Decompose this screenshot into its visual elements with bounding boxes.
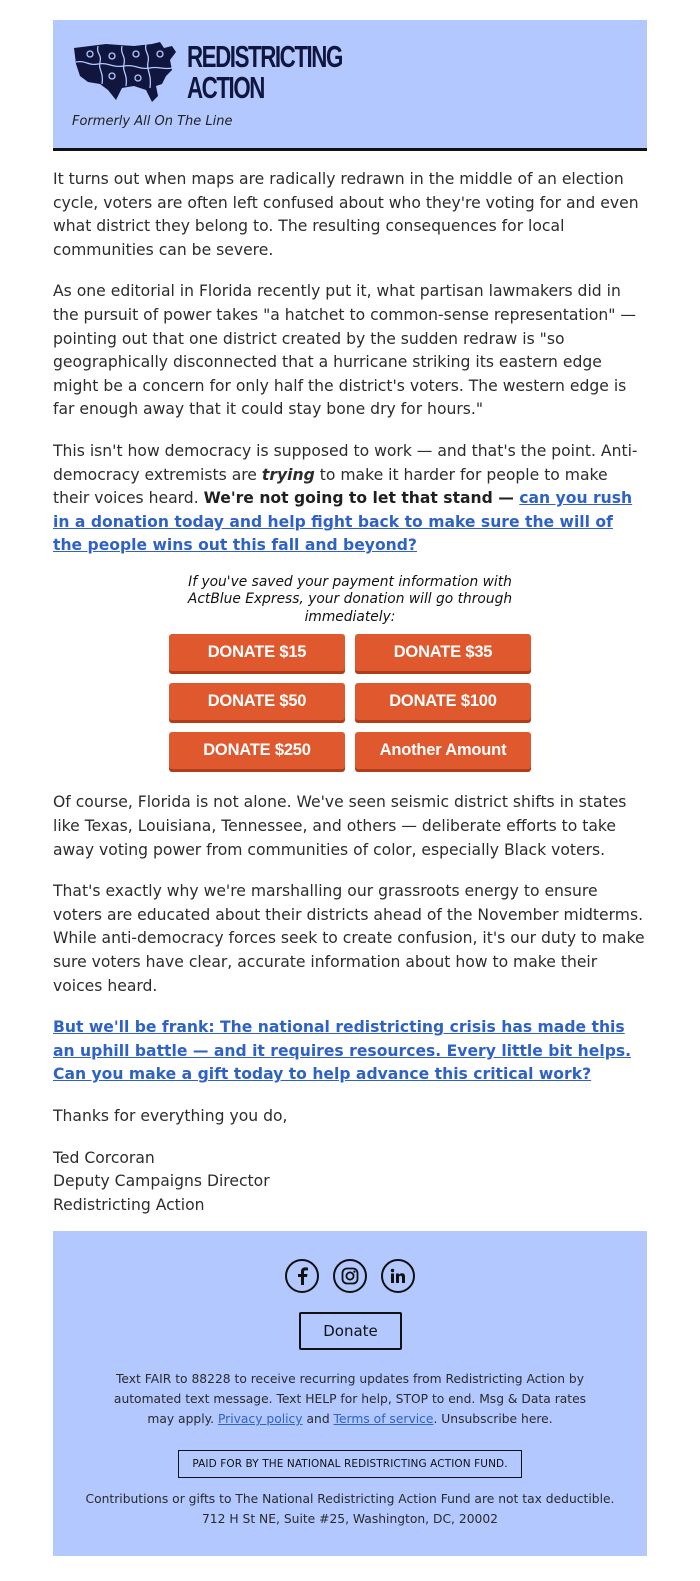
sms-disclaimer [103,1369,597,1429]
paragraph-3-text-a: This isn't how democracy is supposed to work — and that's the point. Anti-democracy extremists are [53,441,638,484]
thanks-line: Thanks for everything you do, [53,1106,288,1125]
donate-15-button[interactable]: DONATE $15 [169,634,345,671]
footer-donate-button[interactable]: Donate [299,1312,402,1350]
paragraph-3-bold: We're not going to let that stand — [203,489,520,508]
privacy-policy-link[interactable]: Privacy policy [217,1412,303,1427]
sms-disclaimer-text: Text FAIR to 88228 to receive recurring updates from Redistricting Action by automated text message. Text HELP for help, STOP to end. Msg & Data rates may apply. [113,1372,587,1427]
donate-250-button[interactable]: DONATE $250 [169,732,345,769]
facebook-icon[interactable] [285,1259,319,1293]
paragraph-6 [53,1016,647,1087]
logo-line-1: REDISTRICTING [187,39,342,74]
paragraph-2: As one editorial in Florida recently put it, what partisan lawmakers did in the pursuit of power takes "a hatchet to common-sense representation" — pointing out that one district created by the sudden redraw is "so geographically disconnected that a hurricane striking its eastern edge might be a concern for only half the district's voters. The western edge is far enough away that it could stay bone dry for hours." [53,282,636,419]
logo-line-2: ACTION [187,70,264,105]
paid-for-by-box: PAID FOR BY THE NATIONAL REDISTRICTING ACTION FUND. [178,1450,522,1478]
signature-block [53,1147,647,1218]
and-text: and [302,1412,334,1427]
paragraph-3-emphasis: trying [261,465,315,484]
email-container [53,0,647,1556]
paragraph-3 [53,440,647,558]
paragraph-5: That's exactly why we're marshalling our grassroots energy to ensure voters are educated about their districts ahead of the November midterms. While anti-democracy forces seek to create confusion, it's our duty to make sure voters have clear, accurate information about how to make their voices heard. [53,882,645,995]
social-links [53,1259,647,1293]
linkedin-icon[interactable] [381,1259,415,1293]
donate-100-button[interactable]: DONATE $100 [355,683,531,720]
unsubscribe-text: . Unsubscribe here. [433,1412,553,1427]
brand-logo-text [187,41,342,103]
donate-50-button[interactable]: DONATE $50 [169,683,345,720]
signature-name: Ted Corcoran [53,1148,155,1167]
paragraph-3-text-b: to make it harder for people to make their voices heard. [53,465,608,508]
donate-35-button[interactable]: DONATE $35 [355,634,531,671]
header-tagline: Formerly All On The Line [72,114,233,129]
email-header [53,20,647,151]
contribution-note: Contributions or gifts to The National Redistricting Action Fund are not tax deductible. [85,1492,615,1507]
mailing-address: 712 H St NE, Suite #25, Washington, DC, 20002 [201,1512,498,1527]
us-map-puzzle-icon [72,40,178,104]
donation-appeal-link[interactable]: can you rush in a donation today and help fight back to make sure the will of the people wins out this fall and beyond? [53,489,633,555]
actblue-express-note: If you've saved your payment information with ActBlue Express, your donation will go through immediately: [187,573,513,625]
gift-appeal-link[interactable]: But we'll be frank: The national redistricting crisis has made this an uphill battle — and it requires resources. Every little bit helps. Can you make a gift today to help advance this critical work? [53,1018,632,1084]
contribution-disclaimer [73,1489,627,1529]
donate-button-grid [169,634,531,769]
paragraph-1: It turns out when maps are radically redrawn in the middle of an election cycle, voters are often left confused about who they're voting for and even what district they belong to. The resulting consequences for local communities can be severe. [53,170,639,259]
paragraph-4: Of course, Florida is not alone. We've seen seismic district shifts in states like Texas, Louisiana, Tennessee, and others — deliberate efforts to take away voting power from communities of color, especially Black voters. [53,793,627,859]
email-body [53,151,647,1217]
email-footer [53,1231,647,1556]
instagram-icon[interactable] [333,1259,367,1293]
signature-title: Deputy Campaigns Director [53,1172,270,1191]
donate-other-amount-button[interactable]: Another Amount [355,732,531,769]
signature-org: Redistricting Action [53,1195,205,1214]
terms-of-service-link[interactable]: Terms of service [333,1412,434,1427]
